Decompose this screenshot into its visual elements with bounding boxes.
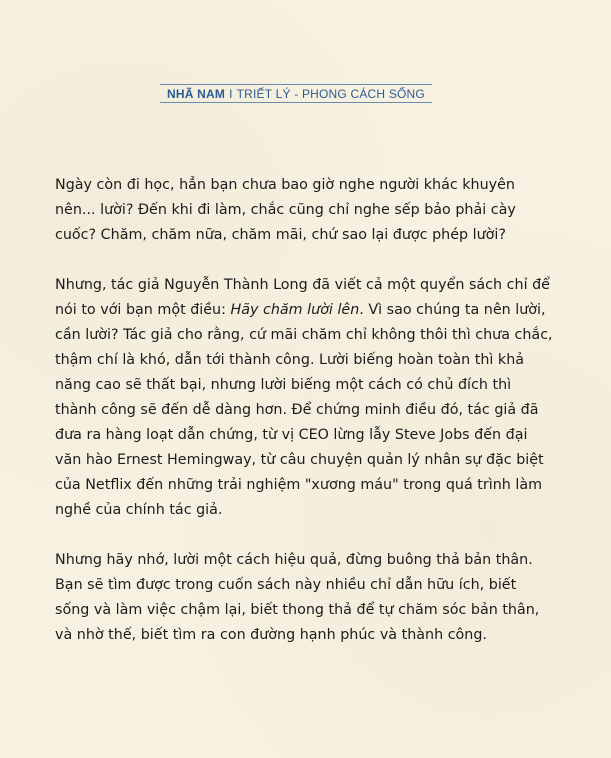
description-paragraph-3: Nhưng hãy nhớ, lười một cách hiệu quả, đừng buông thả bản thân. Bạn sẽ tìm được trong cuốn sách này nhiều chỉ dẫn hữu ích, biết sống và làm việc chậm lại, biết thong thả để tự chăm sóc bản thân, và nhờ thế, biết tìm ra con đường hạnh phúc và thành công. — [55, 552, 540, 643]
publisher-header — [160, 84, 432, 103]
paragraph-2-intro: Nhưng, tác giả Nguyễn Thành Long đã viết cả một quyển sách chỉ để nói to với bạn một điều: — [55, 277, 550, 318]
description-paragraph-2 — [55, 273, 555, 523]
book-title-italic: Hãy chăm lười lên — [230, 302, 360, 318]
book-description — [55, 173, 555, 648]
paragraph-2-rest: . Vì sao chúng ta nên lười, cần lười? Tác giả cho rằng, cứ mãi chăm chỉ không thôi thì chưa chắc, thậm chí là khó, dẫn tới thành công. Lười biếng hoàn toàn thì khả năng cao sẽ thất bại, nhưng lười biếng một cách có chủ đích thì thành công sẽ đến dễ dàng hơn. Để chứng minh điều đó, tác giả đã đưa ra hàng loạt dẫn chứng, từ vị CEO lừng lẫy Steve Jobs đến đại văn hào Ernest Hemingway, từ câu chuyện quản lý nhân sự đặc biệt của Netflix đến những trải nghiệm "xương máu" trong quá trình làm nghề của chính tác giả. — [55, 302, 553, 518]
publisher-name: NHÃ NAM — [167, 87, 226, 101]
book-category: TRIẾT LÝ - PHONG CÁCH SỐNG — [236, 87, 425, 101]
header-separator: I — [229, 87, 233, 101]
description-paragraph-1: Ngày còn đi học, hẳn bạn chưa bao giờ nghe người khác khuyên nên... lười? Đến khi đi làm, chắc cũng chỉ nghe sếp bảo phải cày cuốc? Chăm, chăm nữa, chăm mãi, chứ sao lại được phép lười? — [55, 177, 516, 243]
